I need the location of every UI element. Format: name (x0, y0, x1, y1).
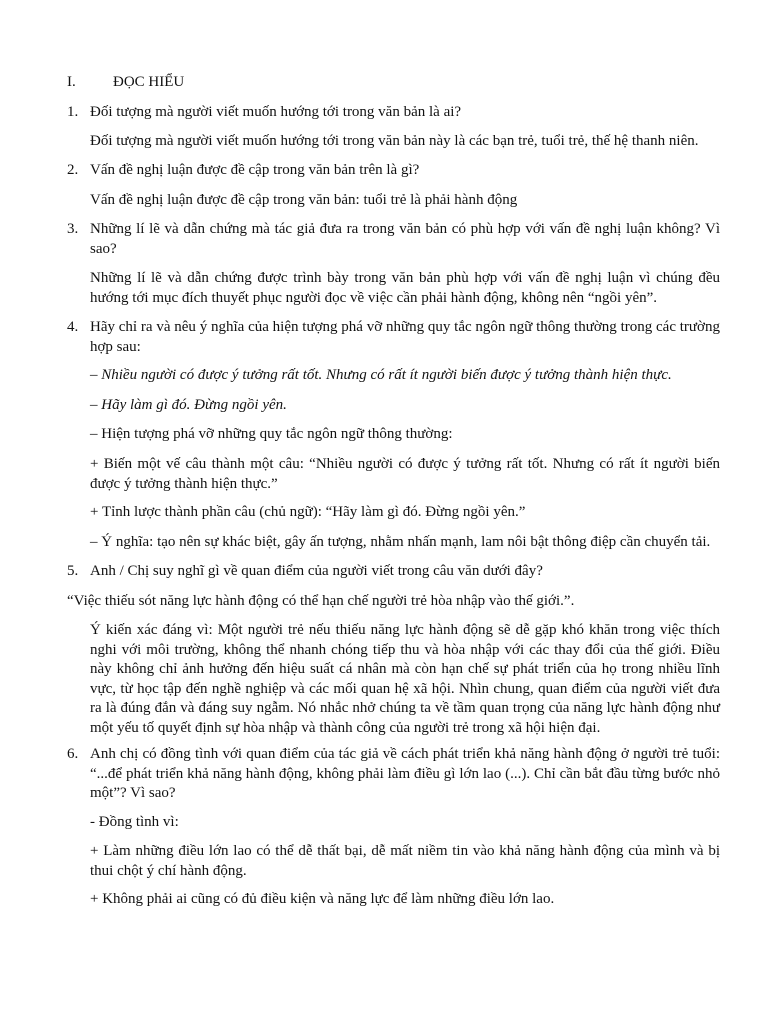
q3-answer: Những lí lẽ và dẫn chứng được trình bày trong văn bản phù hợp với vấn đề nghị luận vì chúng đều hướng tới mục đích thuyết phục người đọc về việc cần phải hành động, không nên “ngồi yên”. (90, 270, 720, 306)
q5-answer: Ý kiến xác đáng vì: Một người trẻ nếu thiếu năng lực hành động sẽ dễ gặp khó khăn trong việc thích nghi với môi trường, không thể nhanh chóng tiếp thu và hòa nhập với các thay đổi của thế giới. Điều này không chỉ ảnh hưởng đến hiệu suất cá nhân mà còn hạn chế sự phát triển của họ trong nhiều lĩnh vực, từ học tập đến nghề nghiệp và các mối quan hệ xã hội. Nhìn chung, quan điểm của người viết đưa ra là đúng đắn và đáng suy ngẫm. Nó nhắc nhở chúng ta về tầm quan trọng của năng lực hành động như một yếu tố quyết định sự hòa nhập và thành công của người trẻ trong xã hội hiện đại. (90, 622, 720, 736)
q5-quote: “Việc thiếu sót năng lực hành động có thể hạn chế người trẻ hòa nhập vào thế giới.”. (67, 593, 575, 609)
q2-question: Vấn đề nghị luận được đề cập trong văn bản trên là gì? (90, 162, 420, 178)
section-title: ĐỌC HIỂU (113, 74, 185, 90)
q1-question: Đối tượng mà người viết muốn hướng tới trong văn bản là ai? (90, 104, 462, 120)
q6-agree: - Đồng tình vì: (90, 814, 179, 830)
q1-number: 1. (67, 104, 79, 120)
q3-question: Những lí lẽ và dẫn chứng mà tác giả đưa ra trong văn bản có phù hợp với vấn đề nghị luận không? Vì sao? (90, 221, 720, 257)
q3-number: 3. (67, 221, 79, 237)
q6-reason-2: + Không phải ai cũng có đủ điều kiện và năng lực để làm những điều lớn lao. (90, 891, 555, 907)
q4-point-2: + Tỉnh lược thành phần câu (chủ ngữ): “Hãy làm gì đó. Đừng ngồi yên.” (90, 504, 526, 520)
section-number: I. (67, 74, 76, 90)
q4-case-2: – Hãy làm gì đó. Đừng ngồi yên. (90, 397, 287, 413)
q6-question: Anh chị có đồng tình với quan điểm của tác giả về cách phát triển khả năng hành động ở người trẻ tuổi: “...để phát triển khả năng hành động, không phải làm điều gì lớn lao (...). Chỉ cần bắt đầu từng bước nhỏ một”? Vì sao? (90, 746, 720, 801)
q5-number: 5. (67, 563, 79, 579)
q2-answer: Vấn đề nghị luận được đề cập trong văn bản: tuổi trẻ là phải hành động (90, 192, 518, 208)
q4-case-1: – Nhiều người có được ý tưởng rất tốt. Nhưng có rất ít người biến được ý tưởng thành hiện thực. (90, 367, 672, 383)
q4-point-1: + Biến một vế câu thành một câu: “Nhiều người có được ý tưởng rất tốt. Nhưng có rất ít người biến được ý tưởng thành hiện thực.” (90, 456, 720, 492)
q4-number: 4. (67, 319, 79, 335)
q2-number: 2. (67, 162, 79, 178)
q4-question: Hãy chỉ ra và nêu ý nghĩa của hiện tượng phá vỡ những quy tắc ngôn ngữ thông thường trong các trường hợp sau: (90, 319, 720, 355)
q6-number: 6. (67, 746, 79, 762)
q1-answer: Đối tượng mà người viết muốn hướng tới trong văn bản này là các bạn trẻ, tuổi trẻ, thế hệ thanh niên. (90, 133, 699, 149)
q4-meaning: – Ý nghĩa: tạo nên sự khác biệt, gây ấn tượng, nhằm nhấn mạnh, lam nôi bật thông điệp cần chuyển tải. (90, 534, 711, 550)
q6-reason-1: + Làm những điều lớn lao có thể dễ thất bại, dễ mất niềm tin vào khả năng hành động của mình và bị thui chột ý chí hành động. (90, 843, 720, 879)
q4-phenomenon: – Hiện tượng phá vỡ những quy tắc ngôn ngữ thông thường: (90, 426, 453, 442)
q5-question: Anh / Chị suy nghĩ gì về quan điểm của người viết trong câu văn dưới đây? (90, 563, 543, 579)
